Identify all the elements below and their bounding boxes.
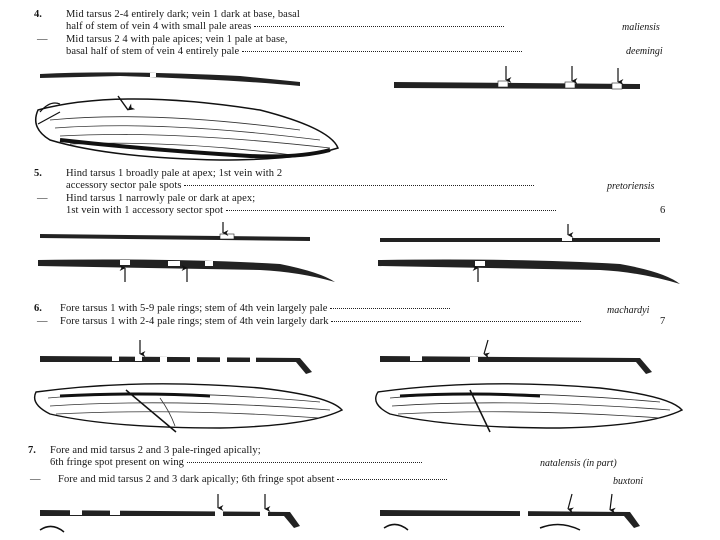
- couplet-text: accessory sector pale spots: [66, 180, 534, 191]
- couplet-text: Mid tarsus 2 4 with pale apices; vein 1 pale at base,: [66, 34, 288, 45]
- couplet-text: Fore and mid tarsus 2 and 3 pale-ringed apically;: [50, 445, 261, 456]
- species-result: deemingi: [626, 46, 663, 57]
- species-result: pretoriensis: [607, 181, 655, 192]
- couplet-number: 6.: [34, 303, 42, 314]
- couplet-text: basal half of stem of vein 4 entirely pale: [66, 46, 522, 57]
- wing-illustration: [376, 384, 682, 432]
- couplet-text: Hind tarsus 1 broadly pale at apex; 1st vein with 2: [66, 168, 283, 179]
- wing-illustration: [35, 384, 342, 432]
- couplet-number: 7.: [28, 445, 36, 456]
- couplet-dash: —: [30, 474, 41, 485]
- species-result: machardyi: [607, 305, 650, 316]
- couplet-lead: 6: [660, 205, 666, 216]
- couplet-dash: —: [37, 193, 48, 204]
- couplet-text: 6th fringe spot present on wing: [50, 457, 422, 468]
- tarsus-illustration: [40, 72, 300, 86]
- couplet-dash: —: [37, 316, 48, 327]
- vein-illustration: [378, 224, 680, 284]
- couplet-text: Hind tarsus 1 narrowly pale or dark at apex;: [66, 193, 256, 204]
- couplet-number: 4.: [34, 9, 42, 20]
- species-result: maliensis: [622, 22, 660, 33]
- tarsus-illustration: [380, 494, 640, 530]
- tarsus-illustration: [40, 494, 300, 532]
- tarsus-illustration: [40, 340, 312, 374]
- couplet-lead: 7: [660, 316, 666, 327]
- wing-illustration: [36, 96, 338, 160]
- couplet-text: Fore and mid tarsus 2 and 3 dark apically; 6th fringe spot absent: [58, 474, 447, 485]
- tarsus-illustration: [394, 66, 640, 89]
- couplet-text: Mid tarsus 2-4 entirely dark; vein 1 dark at base, basal: [66, 9, 300, 20]
- tarsus-illustration: [380, 340, 652, 374]
- couplet-text: 1st vein with 1 accessory sector spot: [66, 205, 556, 216]
- species-result: natalensis (in part): [540, 458, 617, 469]
- species-result: buxtoni: [613, 476, 643, 487]
- couplet-number: 5.: [34, 168, 42, 179]
- couplet-text: Fore tarsus 1 with 5-9 pale rings; stem of 4th vein largely pale: [60, 303, 450, 314]
- couplet-text: half of stem of vein 4 with small pale areas: [66, 21, 504, 32]
- couplet-dash: —: [37, 34, 48, 45]
- vein-illustration: [38, 222, 335, 282]
- couplet-text: Fore tarsus 1 with 2-4 pale rings; stem of 4th vein largely dark: [60, 316, 581, 327]
